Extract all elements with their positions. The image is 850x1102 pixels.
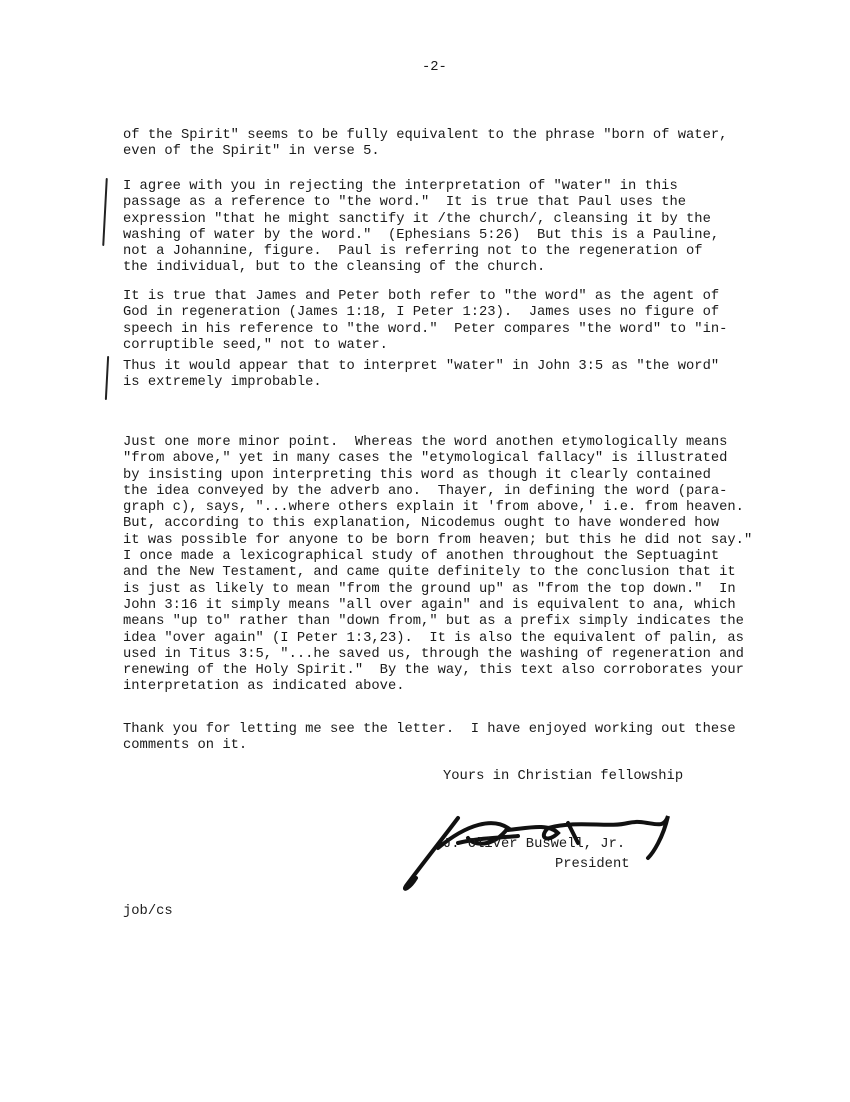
margin-mark — [102, 178, 108, 246]
paragraph-1 — [123, 128, 727, 161]
text-line: of the Spirit" seems to be fully equivalent to the phrase "born of water, — [123, 128, 728, 143]
text-line: is just as likely to mean "from the ground up" as "from the top down." In — [123, 581, 736, 597]
text-line: God in regeneration (James 1:18, I Peter 1:23). James uses no figure of — [123, 305, 720, 321]
text-line: "from above," yet in many cases the "etymological fallacy" is illustrated — [123, 451, 728, 467]
text-line: corruptible seed," not to water. — [123, 337, 388, 353]
text-line: expression "that he might sanctify it /the church/, cleansing it by the — [123, 211, 711, 227]
text-line: But, according to this explanation, Nicodemus ought to have wondered how — [123, 516, 720, 532]
text-line: It is true that James and Peter both refer to "the word" as the agent of — [123, 289, 720, 304]
text-line: I once made a lexicographical study of anothen throughout the Septuagint — [123, 549, 720, 565]
text-line: Thus it would appear that to interpret "water" in John 3:5 as "the word" — [123, 359, 720, 374]
text-line: Thank you for letting me see the letter. I have enjoyed working out these — [123, 722, 736, 737]
text-line: used in Titus 3:5, "...he saved us, through the washing of regeneration and — [123, 646, 744, 662]
text-line: is extremely improbable. — [123, 375, 322, 391]
text-line: and the New Testament, and came quite definitely to the conclusion that it — [123, 565, 736, 581]
text-line: even of the Spirit" in verse 5. — [123, 144, 380, 160]
text-line: not a Johannine, figure. Paul is referring not to the regeneration of — [123, 244, 703, 260]
paragraph-4 — [123, 359, 719, 392]
signer-name: J. Oliver Buswell, Jr. — [443, 837, 626, 852]
text-line: comments on it. — [123, 738, 248, 754]
text-line: I agree with you in rejecting the interpretation of "water" in this — [123, 179, 678, 194]
signer-title: President — [555, 857, 630, 872]
paragraph-2 — [123, 179, 719, 277]
text-line: idea "over again" (I Peter 1:3,23). It is also the equivalent of palin, as — [123, 630, 744, 646]
paragraph-6 — [123, 722, 736, 755]
typist-initials: job/cs — [123, 904, 173, 919]
text-line: Just one more minor point. Whereas the word anothen etymologically means — [123, 435, 728, 450]
text-line: the individual, but to the cleansing of the church. — [123, 260, 546, 276]
text-line: John 3:16 it simply means "all over again" and is equivalent to ana, which — [123, 597, 736, 613]
paragraph-3 — [123, 289, 727, 354]
text-line: renewing of the Holy Spirit." By the way, this text also corroborates your — [123, 663, 744, 679]
closing: Yours in Christian fellowship — [443, 769, 684, 784]
text-line: the idea conveyed by the adverb ano. Thayer, in defining the word (para- — [123, 483, 728, 499]
text-line: speech in his reference to "the word." Peter compares "the word" to "in- — [123, 321, 728, 337]
text-line: passage as a reference to "the word." It is true that Paul uses the — [123, 195, 687, 211]
text-line: interpretation as indicated above. — [123, 679, 405, 695]
text-line: it was possible for anyone to be born from heaven; but this he did not say." — [123, 532, 753, 548]
text-line: means "up to" rather than "down from," but as a prefix simply indicates the — [123, 614, 744, 630]
paragraph-5 — [123, 435, 752, 696]
margin-mark — [105, 356, 109, 400]
text-line: washing of water by the word." (Ephesians 5:26) But this is a Pauline, — [123, 227, 720, 243]
text-line: graph c), says, "...where others explain it 'from above,' i.e. from heaven. — [123, 500, 744, 516]
page-number: -2- — [422, 60, 447, 75]
text-line: by insisting upon interpreting this word as though it clearly contained — [123, 467, 711, 483]
